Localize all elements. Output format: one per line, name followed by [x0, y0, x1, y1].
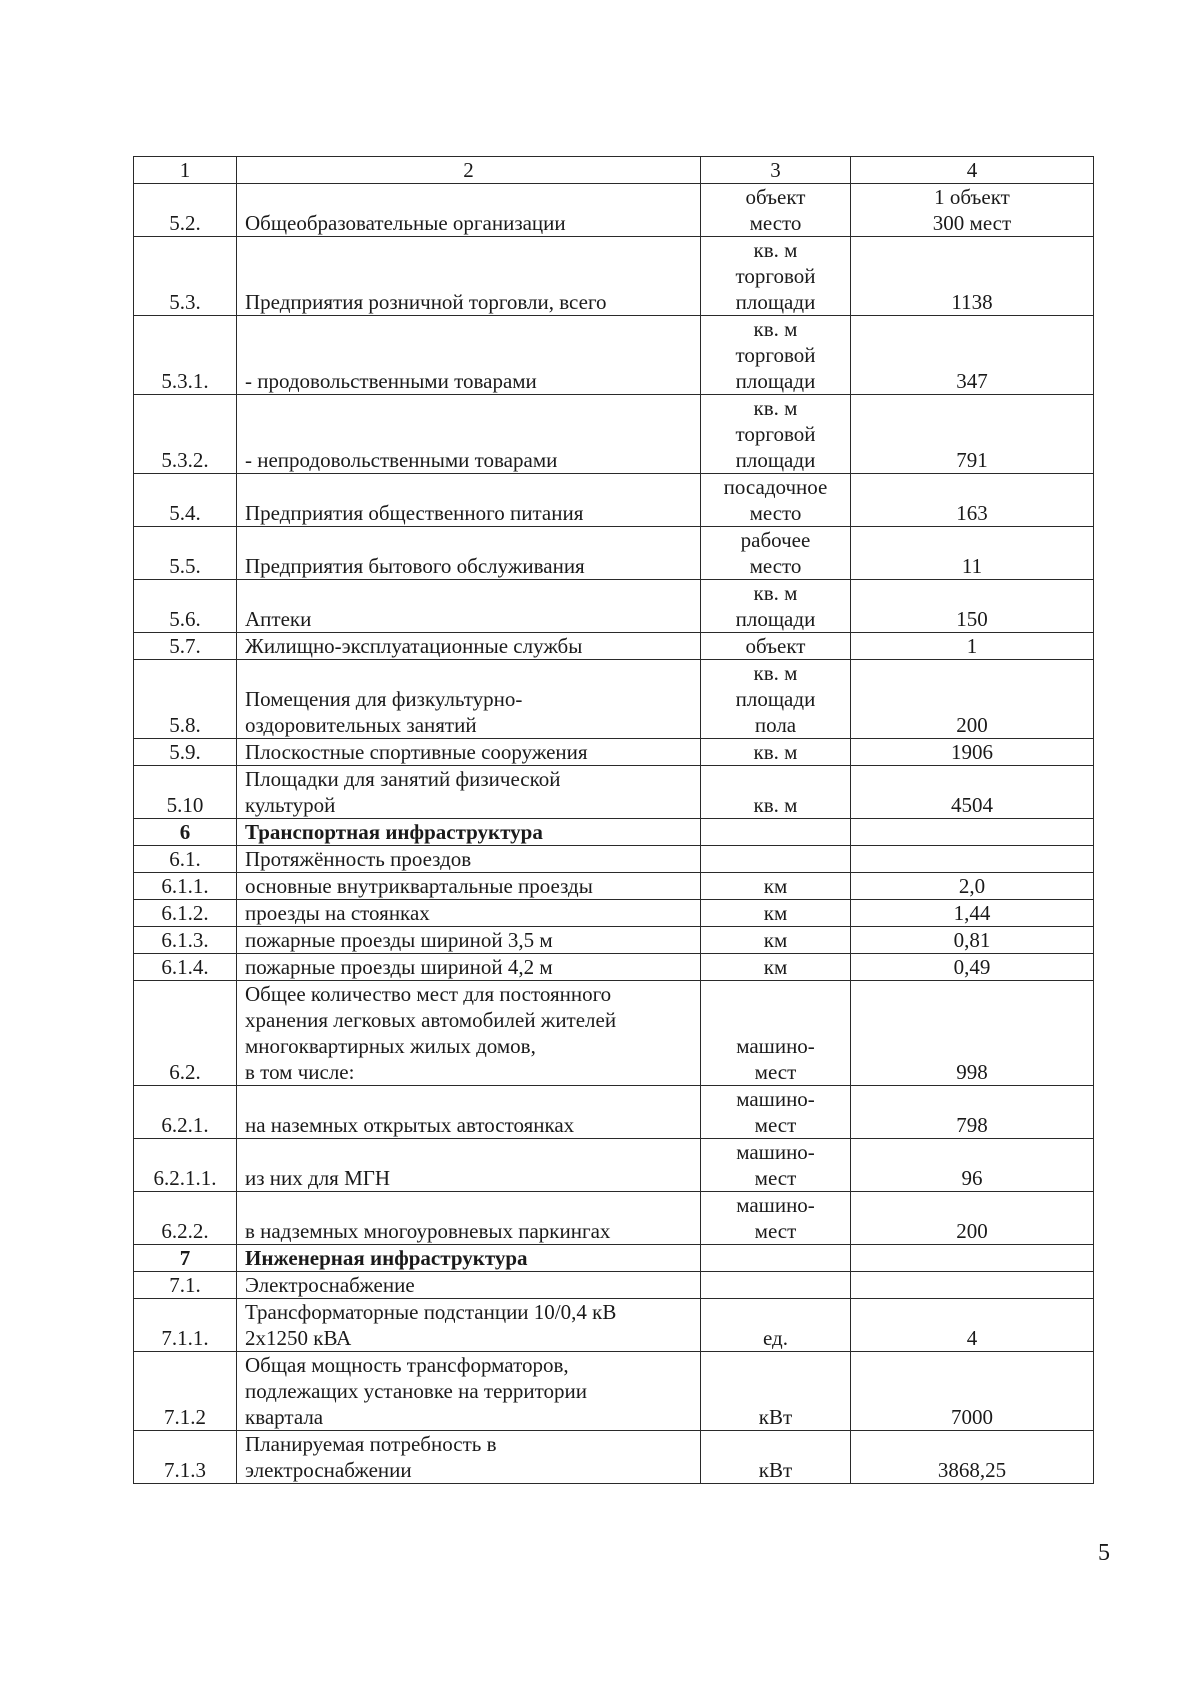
- row-unit-cell: посадочное место: [701, 474, 851, 527]
- table-row: [134, 184, 1094, 237]
- indicators-table: [133, 156, 1094, 1484]
- row-value-cell: 11: [851, 527, 1094, 580]
- row-value-cell: 1 объект 300 мест: [851, 184, 1094, 237]
- row-unit-cell: машино- мест: [701, 1139, 851, 1192]
- row-unit-cell: [701, 1245, 851, 1272]
- table-row: [134, 1299, 1094, 1352]
- row-value-cell: 1906: [851, 739, 1094, 766]
- table-row: [134, 395, 1094, 474]
- row-name-cell: Электроснабжение: [237, 1272, 701, 1299]
- table-row: [134, 846, 1094, 873]
- table-row: [134, 1192, 1094, 1245]
- row-unit-cell: кв. м площади пола: [701, 660, 851, 739]
- row-number-cell: 5.2.: [134, 184, 237, 237]
- row-unit-cell: км: [701, 900, 851, 927]
- row-unit-cell: [701, 1272, 851, 1299]
- row-number-cell: 5.3.: [134, 237, 237, 316]
- row-value-cell: 4: [851, 1299, 1094, 1352]
- row-number-cell: 6.1.2.: [134, 900, 237, 927]
- table-row: [134, 954, 1094, 981]
- row-name-cell: Предприятия общественного питания: [237, 474, 701, 527]
- table-row: [134, 1086, 1094, 1139]
- row-value-cell: 163: [851, 474, 1094, 527]
- row-value-cell: 3868,25: [851, 1431, 1094, 1484]
- table-row: [134, 474, 1094, 527]
- row-unit-cell: кВт: [701, 1352, 851, 1431]
- row-number-cell: 7: [134, 1245, 237, 1272]
- row-number-cell: 5.9.: [134, 739, 237, 766]
- row-value-cell: 1138: [851, 237, 1094, 316]
- row-name-cell: в надземных многоуровневых паркингах: [237, 1192, 701, 1245]
- row-value-cell: 7000: [851, 1352, 1094, 1431]
- row-number-cell: 5.4.: [134, 474, 237, 527]
- row-unit-cell: машино- мест: [701, 981, 851, 1086]
- row-number-cell: 7.1.3: [134, 1431, 237, 1484]
- row-unit-cell: кв. м: [701, 766, 851, 819]
- row-name-cell: на наземных открытых автостоянках: [237, 1086, 701, 1139]
- row-value-cell: [851, 1272, 1094, 1299]
- header-cell: 4: [851, 157, 1094, 184]
- row-number-cell: 5.10: [134, 766, 237, 819]
- header-cell: 3: [701, 157, 851, 184]
- row-number-cell: 6: [134, 819, 237, 846]
- row-name-cell: Транспортная инфраструктура: [237, 819, 701, 846]
- table-header-row: [134, 157, 1094, 184]
- row-value-cell: 200: [851, 1192, 1094, 1245]
- table-row: [134, 1139, 1094, 1192]
- row-name-cell: Протяжённость проездов: [237, 846, 701, 873]
- row-value-cell: 2,0: [851, 873, 1094, 900]
- row-name-cell: Предприятия бытового обслуживания: [237, 527, 701, 580]
- row-number-cell: 7.1.: [134, 1272, 237, 1299]
- row-number-cell: 6.2.: [134, 981, 237, 1086]
- row-unit-cell: машино- мест: [701, 1192, 851, 1245]
- row-value-cell: 1,44: [851, 900, 1094, 927]
- row-value-cell: 4504: [851, 766, 1094, 819]
- row-value-cell: 96: [851, 1139, 1094, 1192]
- row-name-cell: пожарные проезды шириной 3,5 м: [237, 927, 701, 954]
- row-unit-cell: ед.: [701, 1299, 851, 1352]
- row-value-cell: 798: [851, 1086, 1094, 1139]
- row-value-cell: 347: [851, 316, 1094, 395]
- table-row: [134, 873, 1094, 900]
- row-value-cell: 200: [851, 660, 1094, 739]
- row-name-cell: Аптеки: [237, 580, 701, 633]
- row-name-cell: Плоскостные спортивные сооружения: [237, 739, 701, 766]
- row-name-cell: Жилищно-эксплуатационные службы: [237, 633, 701, 660]
- table-row: [134, 766, 1094, 819]
- table-row: [134, 927, 1094, 954]
- row-unit-cell: объект: [701, 633, 851, 660]
- row-name-cell: - непродовольственными товарами: [237, 395, 701, 474]
- row-unit-cell: [701, 846, 851, 873]
- row-name-cell: Планируемая потребность в электроснабжении: [237, 1431, 701, 1484]
- row-unit-cell: км: [701, 954, 851, 981]
- row-number-cell: 6.2.2.: [134, 1192, 237, 1245]
- row-unit-cell: [701, 819, 851, 846]
- row-number-cell: 6.1.: [134, 846, 237, 873]
- row-number-cell: 6.1.1.: [134, 873, 237, 900]
- table-row: [134, 660, 1094, 739]
- row-name-cell: Общеобразовательные организации: [237, 184, 701, 237]
- row-number-cell: 5.6.: [134, 580, 237, 633]
- table-row: [134, 900, 1094, 927]
- row-unit-cell: км: [701, 873, 851, 900]
- row-name-cell: основные внутриквартальные проезды: [237, 873, 701, 900]
- table-row: [134, 1272, 1094, 1299]
- row-number-cell: 7.1.2: [134, 1352, 237, 1431]
- row-unit-cell: объект место: [701, 184, 851, 237]
- table-row: [134, 1352, 1094, 1431]
- row-value-cell: 0,81: [851, 927, 1094, 954]
- row-name-cell: Инженерная инфраструктура: [237, 1245, 701, 1272]
- table-row: [134, 580, 1094, 633]
- row-unit-cell: машино- мест: [701, 1086, 851, 1139]
- table-row: [134, 1245, 1094, 1272]
- table-row: [134, 237, 1094, 316]
- table-row: [134, 1431, 1094, 1484]
- row-name-cell: из них для МГН: [237, 1139, 701, 1192]
- row-number-cell: 5.8.: [134, 660, 237, 739]
- row-value-cell: [851, 846, 1094, 873]
- table-row: [134, 633, 1094, 660]
- table-body: [134, 157, 1094, 1484]
- row-name-cell: - продовольственными товарами: [237, 316, 701, 395]
- row-value-cell: 998: [851, 981, 1094, 1086]
- row-unit-cell: км: [701, 927, 851, 954]
- header-cell: 2: [237, 157, 701, 184]
- row-number-cell: 6.1.3.: [134, 927, 237, 954]
- row-unit-cell: кв. м: [701, 739, 851, 766]
- row-name-cell: Площадки для занятий физической культурой: [237, 766, 701, 819]
- row-number-cell: 5.5.: [134, 527, 237, 580]
- row-value-cell: 1: [851, 633, 1094, 660]
- row-number-cell: 5.3.1.: [134, 316, 237, 395]
- table-row: [134, 819, 1094, 846]
- row-number-cell: 5.7.: [134, 633, 237, 660]
- row-unit-cell: кв. м торговой площади: [701, 395, 851, 474]
- row-number-cell: 7.1.1.: [134, 1299, 237, 1352]
- table-row: [134, 739, 1094, 766]
- row-value-cell: 150: [851, 580, 1094, 633]
- row-number-cell: 6.2.1.: [134, 1086, 237, 1139]
- header-cell: 1: [134, 157, 237, 184]
- row-unit-cell: рабочее место: [701, 527, 851, 580]
- row-unit-cell: кв. м площади: [701, 580, 851, 633]
- row-number-cell: 6.1.4.: [134, 954, 237, 981]
- row-name-cell: Общая мощность трансформаторов, подлежащих установке на территории квартала: [237, 1352, 701, 1431]
- table-row: [134, 981, 1094, 1086]
- table-row: [134, 316, 1094, 395]
- row-value-cell: 791: [851, 395, 1094, 474]
- row-value-cell: 0,49: [851, 954, 1094, 981]
- table-row: [134, 527, 1094, 580]
- row-name-cell: Предприятия розничной торговли, всего: [237, 237, 701, 316]
- row-number-cell: 6.2.1.1.: [134, 1139, 237, 1192]
- row-name-cell: проезды на стоянках: [237, 900, 701, 927]
- row-value-cell: [851, 819, 1094, 846]
- row-name-cell: Общее количество мест для постоянного хранения легковых автомобилей жителей многоквартирных жилых домов, в том числе:: [237, 981, 701, 1086]
- page-number: 5: [1098, 1540, 1110, 1566]
- row-unit-cell: кв. м торговой площади: [701, 316, 851, 395]
- row-name-cell: Трансформаторные подстанции 10/0,4 кВ 2х1250 кВА: [237, 1299, 701, 1352]
- row-number-cell: 5.3.2.: [134, 395, 237, 474]
- row-unit-cell: кв. м торговой площади: [701, 237, 851, 316]
- row-name-cell: пожарные проезды шириной 4,2 м: [237, 954, 701, 981]
- row-name-cell: Помещения для физкультурно- оздоровительных занятий: [237, 660, 701, 739]
- row-value-cell: [851, 1245, 1094, 1272]
- row-unit-cell: кВт: [701, 1431, 851, 1484]
